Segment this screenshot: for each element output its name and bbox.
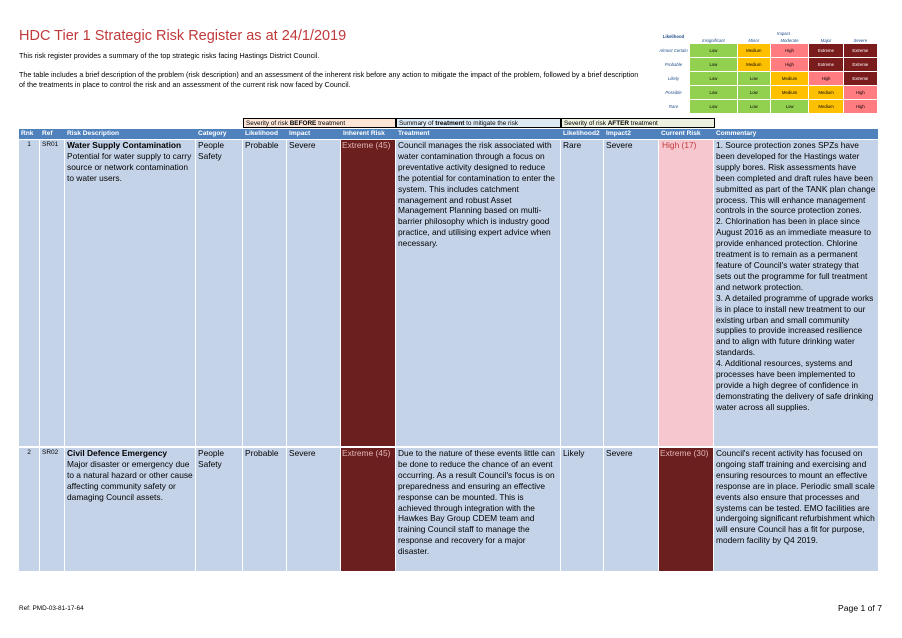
risk-matrix [657, 29, 878, 114]
matrix-row-label: Possible [658, 86, 690, 100]
col-header-rnk: Rnk [21, 130, 34, 137]
matrix-impact-heading: Severe [843, 37, 877, 44]
col-header-impact2: Impact2 [606, 130, 631, 137]
matrix-row-label: Likely [658, 72, 690, 86]
matrix-row-label: Rare [658, 100, 690, 114]
page-title: HDC Tier 1 Strategic Risk Register as at 24/1/2019 [19, 28, 347, 44]
group-after-text: treatment [629, 120, 658, 127]
col-header-risk-description: Risk Description [67, 130, 120, 137]
group-before-bold: BEFORE [289, 120, 317, 127]
matrix-cell: Extreme [843, 44, 877, 58]
current-risk-cell: High (17) [659, 140, 713, 446]
matrix-impact-heading: Minor [737, 37, 770, 44]
matrix-row-label: Probable [658, 58, 690, 72]
page-number: Page 1 of 7 [838, 603, 882, 613]
matrix-cell: Low [737, 100, 770, 114]
treatment-cell: Council manages the risk associated with water contamination through a focus on preventative activity designed to reduce the potential for contamination to enter the system. This includes catchment management and robust Asset Management Planning based on multi-barrier philosophy which is industry good practice, and utilising expert advice when necessary. [396, 140, 560, 446]
group-after-text: Severity of risk [564, 120, 608, 127]
likelihood-cell: Probable [243, 140, 286, 446]
group-summary-text: Summary of [399, 120, 436, 127]
col-header-commentary: Commentary [716, 130, 757, 137]
matrix-row [658, 86, 878, 100]
group-after-treatment [561, 118, 715, 128]
matrix-cell: High [770, 58, 809, 72]
group-after-bold: AFTER [607, 120, 629, 127]
category-cell: People Safety [196, 140, 242, 446]
commentary-cell [714, 140, 878, 446]
impact2-cell: Severe [604, 140, 658, 446]
matrix-cell: Low [737, 86, 770, 100]
matrix-cell: High [770, 44, 809, 58]
document-reference: Ref: PMD-03-81-17-64 [19, 605, 84, 612]
matrix-cell: Medium [809, 86, 843, 100]
matrix-cell: High [843, 100, 877, 114]
commentary-point: 4. Additional resources, systems and processes have been implemented to provide a high degree of confidence in demonstrating the delivery of safe drinking water across all supplies. [716, 358, 874, 412]
inherent-risk-cell: Extreme (45) [341, 448, 395, 571]
matrix-likelihood-label: Likelihood [658, 30, 690, 44]
matrix-impact-heading: Insignificant [690, 37, 738, 44]
matrix-cell: High [809, 72, 843, 86]
col-header-likelihood: Likelihood [245, 130, 278, 137]
col-header-impact: Impact [289, 130, 311, 137]
matrix-cell: Extreme [809, 58, 843, 72]
matrix-cell: Medium [737, 44, 770, 58]
risk-title: Civil Defence Emergency [67, 448, 168, 458]
commentary-cell [714, 448, 878, 571]
ref-cell: SR01 [40, 140, 64, 446]
matrix-cell: Extreme [843, 58, 877, 72]
rank-cell: 2 [19, 448, 39, 571]
likelihood2-cell: Rare [561, 140, 603, 446]
col-header-likelihood2: Likelihood2 [563, 130, 600, 137]
matrix-row [658, 58, 878, 72]
group-before-text: Severity of risk [246, 120, 290, 127]
matrix-cell: Low [690, 100, 738, 114]
col-header-current-risk: Current Risk [661, 130, 701, 137]
matrix-cell: Medium [770, 86, 809, 100]
intro-paragraph-1: This risk register provides a summary of the top strategic risks facing Hastings District Council. [19, 51, 320, 60]
impact-cell: Severe [287, 140, 340, 446]
matrix-row [658, 44, 878, 58]
matrix-impact-label: Impact [690, 30, 878, 37]
col-header-treatment: Treatment [398, 130, 430, 137]
matrix-cell: Extreme [809, 44, 843, 58]
matrix-impact-heading: Major [809, 37, 843, 44]
matrix-cell: High [843, 86, 877, 100]
matrix-row [658, 100, 878, 114]
impact2-cell: Severe [604, 448, 658, 571]
impact-cell: Severe [287, 448, 340, 571]
risk-description: Potential for water supply to carry source or network contamination to water users. [67, 150, 192, 183]
rank-cell: 1 [19, 140, 39, 446]
group-treatment-summary [396, 118, 561, 128]
matrix-cell: Medium [737, 58, 770, 72]
matrix-cell: Low [690, 72, 738, 86]
matrix-row [658, 72, 878, 86]
matrix-row-label: Almost Certain [658, 44, 690, 58]
risk-title: Water Supply Contamination [67, 140, 182, 150]
intro-paragraph-2: The table includes a brief description of the problem (risk description) and an assessment of the inherent risk before any action to mitigate the impact of the problem, followed by a brief description of the treatments in place to control the risk and an assessment of the current risk now faced by Council. [19, 70, 639, 89]
matrix-cell: Low [690, 58, 738, 72]
likelihood2-cell: Likely [561, 448, 603, 571]
group-summary-bold: treatment [435, 120, 465, 127]
group-before-treatment [243, 118, 396, 128]
matrix-cell: Medium [809, 100, 843, 114]
matrix-impact-heading: Moderate [770, 37, 809, 44]
category-cell: People Safety [196, 448, 242, 571]
group-summary-text: to mitigate the risk [464, 120, 518, 127]
matrix-cell: Low [690, 44, 738, 58]
commentary-point: 3. A detailed programme of upgrade works is in place to install new treatment to our existing urban and small community supplies to provide increased resilience and to align with future drinking water standards. [716, 292, 874, 358]
risk-description: Major disaster or emergency due to a natural hazard or other cause affecting community safety or damaging Council assets. [67, 458, 193, 502]
matrix-cell: Low [770, 100, 809, 114]
treatment-cell: Due to the nature of these events little can be done to reduce the chance of an event occurring. As a result Council's focus is on preparedness and ensuring an effective response can be mounted. This is achieved through integration with the Hawkes Bay Group CDEM team and training Council staff to manage the response and recovery for a major disaster. [396, 448, 560, 571]
current-risk-cell: Extreme (30) [659, 448, 713, 571]
matrix-cell: Low [737, 72, 770, 86]
commentary-point: 2. Chlorination has been in place since August 2016 as an immediate measure to provide enhanced protection. Chlorine treatment is to remain as a permanent feature of Council's water strategy that sets out the programme for full treatment and network protection. [716, 216, 872, 292]
matrix-cell: Low [690, 86, 738, 100]
col-header-ref: Ref [42, 130, 53, 137]
col-header-category: Category [198, 130, 227, 137]
likelihood-cell: Probable [243, 448, 286, 571]
risk-description-cell [65, 140, 195, 446]
commentary-point: 1. Source protection zones SPZs have been developed for the Hastings water supply bores. Risk assessments have been completed and draft rules have been submitted as part of the TANK plan change process. This will enhance management controls in the source protection zones. [716, 140, 876, 216]
matrix-cell: Extreme [843, 72, 877, 86]
group-before-text: treatment [316, 120, 346, 127]
commentary-point: Council's recent activity has focused on ongoing staff training and exercising and ensuring resources to mount an effective response are in place. Periodic small scale events also ensure that processes and systems can be tested. EMO facilities are undergoing significant refurbishment which will ensure Council has a fit for purpose, modern facility by Q4 2019. [716, 448, 875, 546]
col-header-inherent-risk: Inherent Risk [343, 130, 385, 137]
risk-description-cell [65, 448, 195, 571]
inherent-risk-cell: Extreme (45) [341, 140, 395, 446]
matrix-cell: Medium [770, 72, 809, 86]
ref-cell: SR02 [40, 448, 64, 571]
